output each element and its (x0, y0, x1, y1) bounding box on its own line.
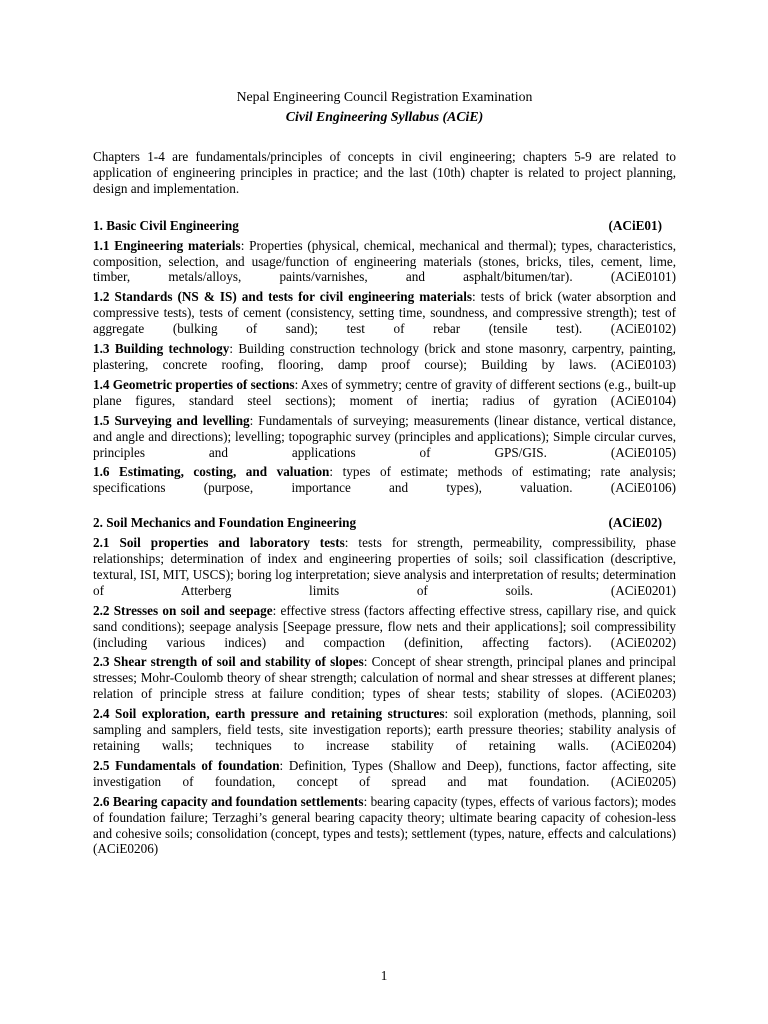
section-code: (ACiE0102) (610, 321, 676, 337)
chapter-code: (ACiE02) (608, 515, 662, 531)
section-1-2 (93, 289, 676, 337)
chapter-code: (ACiE01) (608, 217, 662, 233)
section-2-5 (93, 758, 676, 790)
chapter-title: 1. Basic Civil Engineering (93, 217, 239, 233)
section-title: 1.3 Building technology (93, 341, 230, 357)
section-title: 1.6 Estimating, costing, and valuation (93, 464, 330, 480)
chapter-heading (93, 515, 676, 531)
section-code: (ACiE0201) (610, 582, 677, 598)
section-text: : Axes of symmetry; centre of gravity of different sections (e.g., built-up plane figures, standard steel sections); moment of inertia; radius of gyration (93, 376, 676, 408)
section-text: : bearing capacity (types, effects of various factors); modes of foundation failure; Terzaghi’s general bearing capacity theory; ultimate bearing capacity of cohesion-less and cohesive soils; consolidation (concept, types and tests); settlement (types, nature, effects and calculations) (93, 793, 677, 841)
section-1-3 (93, 341, 676, 373)
chapter-1 (93, 218, 676, 497)
section-title: 2.2 Stresses on soil and seepage (93, 602, 273, 618)
section-2-6 (93, 794, 676, 858)
section-title: 2.4 Soil exploration, earth pressure and retaining structures (93, 706, 445, 722)
intro-paragraph: Chapters 1-4 are fundamentals/principles of concepts in civil engineering; chapters 5-9 are related to application of engineering principles in practice; and the last (10th) chapter is related to project planning, design and implementation. (93, 149, 676, 196)
section-title: 1.5 Surveying and levelling (93, 412, 250, 428)
section-2-2 (93, 603, 676, 651)
section-text: : tests for strength, permeability, compressibility, phase relationships; determination of index and engineering properties of soils; soil classification (descriptive, textural, ISI, MIT, USCS); boring log interpretation; sieve analysis and interpretation of results; determination of Atterberg limits of soils. (93, 535, 676, 598)
section-code: (ACiE0104) (610, 392, 676, 408)
section-2-3 (93, 654, 676, 702)
section-1-4 (93, 377, 676, 409)
section-code: (ACiE0203) (610, 686, 677, 702)
section-text: : Building construction technology (brick and stone masonry, carpentry, painting, plastering, concrete roofing, flooring, damp proof course); Building by laws. (93, 341, 676, 372)
section-title: 1.4 Geometric properties of sections (93, 376, 295, 392)
chapter-2 (93, 515, 676, 857)
section-title: 2.1 Soil properties and laboratory tests (93, 535, 345, 551)
section-2-1 (93, 535, 676, 599)
section-text: : types of estimate; methods of estimating; rate analysis; specifications (purpose, importance and types), valuation. (93, 464, 677, 496)
section-code: (ACiE0205) (610, 773, 677, 789)
section-text: : tests of brick (water absorption and compressive tests), tests of cement (consistency, setting time, soundness, and compressive strength); test of aggregate (bulking of sand); test of rebar (tensile test). (93, 289, 676, 337)
section-text: : Properties (physical, chemical, mechanical and thermal); types, characteristics, composition, selection, and usage/function of engineering materials (stones, bricks, tiles, cement, lime, timber, metals/alloys, paints/varnishes, and asphalt/bitumen/tar). (93, 237, 676, 285)
page-number: 1 (380, 968, 388, 983)
chapter-title: 2. Soil Mechanics and Foundation Engineering (93, 515, 357, 531)
section-title: 2.5 Fundamentals of foundation (93, 757, 280, 773)
document-subtitle: Civil Engineering Syllabus (ACiE) (285, 109, 484, 124)
section-text: : effective stress (factors affecting effective stress, capillary rise, and quick sand conditions); seepage analysis [Seepage pressure, flow nets and their applications]; soil compressibility (including various indices) and compaction (definition, affecting factors). (93, 602, 676, 650)
section-2-4 (93, 706, 676, 754)
section-title: 1.2 Standards (NS & IS) and tests for civil engineering materials (93, 289, 473, 305)
section-title: 2.6 Bearing capacity and foundation settlements (93, 793, 364, 809)
section-code: (ACiE0202) (610, 634, 676, 650)
section-1-1 (93, 238, 676, 286)
section-1-5 (93, 413, 676, 461)
section-code: (ACiE0206) (93, 841, 159, 857)
section-title: 1.1 Engineering materials (93, 237, 241, 253)
section-code: (ACiE0106) (610, 480, 676, 496)
section-code: (ACiE0101) (610, 269, 677, 285)
section-text: : Definition, Types (Shallow and Deep), functions, factor affecting, site investigation of foundation, concept of spread and mat foundation. (93, 757, 676, 789)
section-code: (ACiE0105) (610, 444, 677, 460)
section-title: 2.3 Shear strength of soil and stability of slopes (93, 654, 364, 670)
section-code: (ACiE0103) (610, 356, 677, 372)
chapter-heading (93, 218, 676, 234)
section-text: : soil exploration (methods, planning, soil sampling and samplers, field tests, site investigation reports); earth pressure theories; stability analysis of retaining walls; techniques to increase stability of retaining walls. (93, 706, 676, 753)
section-text: : Concept of shear strength, principal planes and principal stresses; Mohr-Coulomb theory of shear strength; calculation of normal and shear stresses at different planes; relation of principle stress at failure condition; types of shear tests; stability of slopes. (93, 654, 676, 702)
document-title: Nepal Engineering Council Registration Examination (236, 89, 533, 104)
section-code: (ACiE0204) (610, 738, 677, 753)
section-text: : Fundamentals of surveying; measurements (linear distance, vertical distance, and angle and directions); levelling; topographic survey (principles and applications); Simple circular curves, principles and applications of GPS/GIS. (93, 412, 676, 460)
section-1-6 (93, 464, 676, 496)
